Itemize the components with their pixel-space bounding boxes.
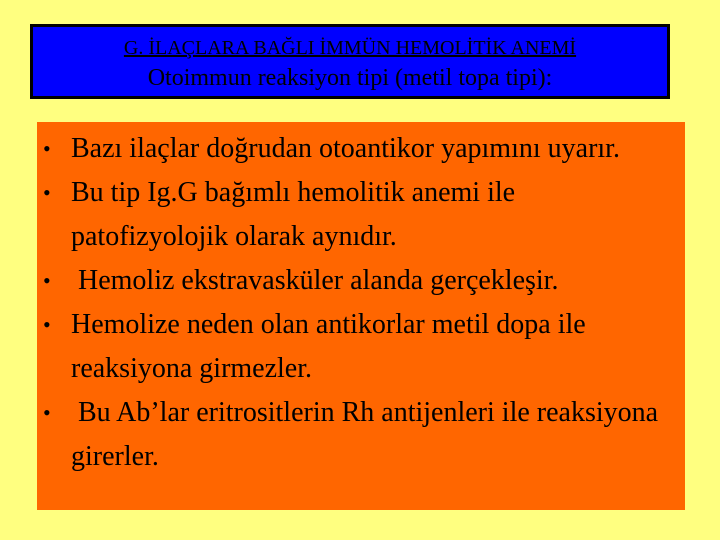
title-subheading: Otoimmun reaksiyon tipi (metil topa tipi): xyxy=(147,65,553,91)
bullet-icon: • xyxy=(43,268,51,293)
content-box xyxy=(37,122,685,510)
bullet-item xyxy=(37,259,685,303)
bullet-icon: • xyxy=(43,400,51,425)
title-heading: G. İLAÇLARA BAĞLI İMMÜN HEMOLİTİK ANEMİ xyxy=(123,37,577,59)
bullet-text: Hemoliz ekstravasküler alanda gerçekleşir. xyxy=(71,265,559,296)
bullet-icon: • xyxy=(43,136,51,161)
bullet-icon: • xyxy=(43,312,51,337)
bullet-item xyxy=(37,171,685,259)
bullet-text: Bu tip Ig.G bağımlı hemolitik anemi ile patofizyolojik olarak aynıdır. xyxy=(71,177,516,252)
bullet-text: Hemolize neden olan antikorlar metil dopa ile reaksiyona girmezler. xyxy=(71,309,586,384)
title-box xyxy=(30,24,670,99)
bullet-list xyxy=(37,127,685,479)
bullet-text: Bazı ilaçlar doğrudan otoantikor yapımını uyarır. xyxy=(71,133,620,164)
bullet-item xyxy=(37,303,685,391)
bullet-item xyxy=(37,127,685,171)
bullet-text: Bu Ab’lar eritrositlerin Rh antijenleri ile reaksiyona girerler. xyxy=(71,397,666,472)
bullet-item xyxy=(37,391,685,479)
bullet-icon: • xyxy=(43,180,51,205)
